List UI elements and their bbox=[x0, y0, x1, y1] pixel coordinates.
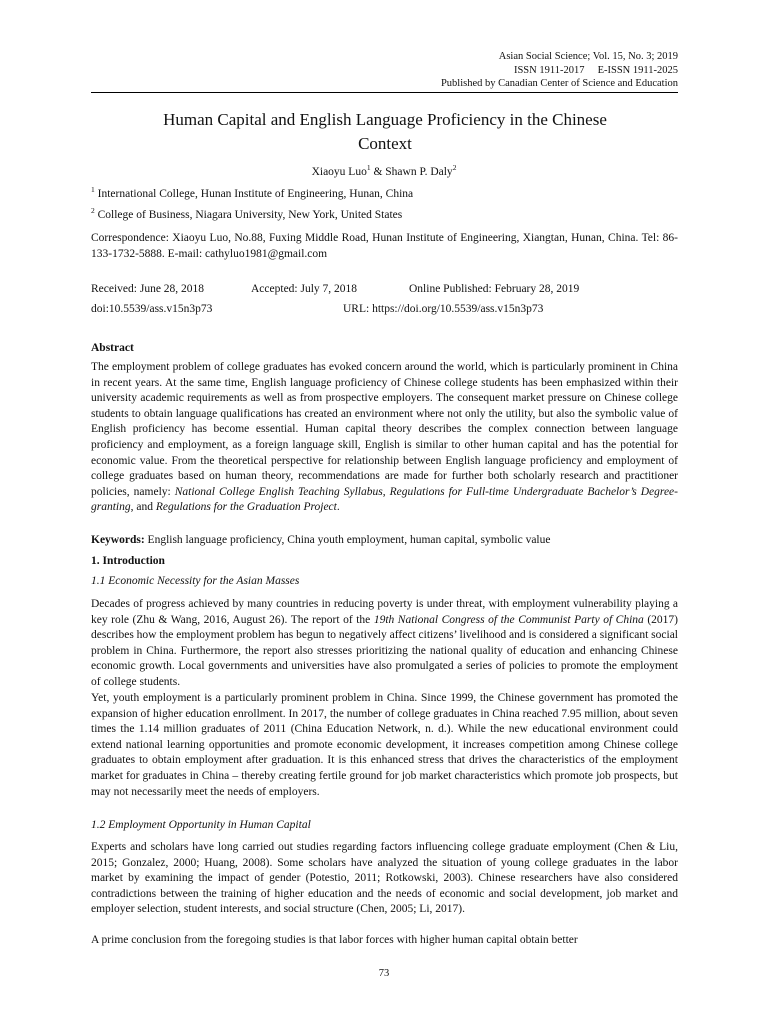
section-heading-introduction: 1. Introduction bbox=[91, 555, 165, 567]
author-line bbox=[0, 163, 768, 178]
abstract-separator-1: , bbox=[382, 485, 390, 498]
keywords-label: Keywords: bbox=[91, 534, 145, 546]
intro-p3-text: Experts and scholars have long carried out studies regarding factors influencing college graduate employment (Chen & Liu, 2015; Gonzalez, 2000; Huang, 2008). Some scholars have analyzed the situation of young college graduates in the labor market by examining the impact of gender (Potestio, 2011; Rotkowski, 2003). Chinese researchers have also considered contradictions between the training of higher education and the needs of economic and social development, job market and employer selection, student interests, and social structure (Chen, 2005; Li, 2017). bbox=[91, 841, 678, 916]
keywords bbox=[91, 534, 550, 546]
affiliation-2-number: 2 bbox=[91, 206, 95, 216]
title-line-2: Context bbox=[358, 134, 412, 153]
keywords-text: English language proficiency, China youth employment, human capital, symbolic value bbox=[144, 534, 551, 546]
affiliation-1-number: 1 bbox=[91, 185, 95, 195]
received-date: Received: June 28, 2018 bbox=[91, 283, 205, 295]
affiliation-1 bbox=[91, 185, 414, 200]
page-number: 73 bbox=[378, 968, 390, 979]
author-separator: & bbox=[370, 166, 386, 178]
abstract-italic-1: National College English Teaching Syllabus bbox=[174, 485, 383, 498]
abstract-separator-2: , and bbox=[130, 501, 156, 514]
doi-url: URL: https://doi.org/10.5539/ass.v15n3p73 bbox=[343, 303, 544, 315]
intro-paragraph-3 bbox=[91, 840, 678, 918]
journal-header bbox=[441, 50, 678, 91]
paper-title bbox=[110, 108, 660, 156]
author-2-affiliation-mark: 2 bbox=[452, 163, 457, 173]
intro-paragraph-4 bbox=[91, 933, 678, 949]
abstract-heading: Abstract bbox=[91, 342, 134, 354]
doi: doi:10.5539/ass.v15n3p73 bbox=[91, 303, 213, 315]
intro-p1-italic: 19th National Congress of the Communist Party of China bbox=[373, 613, 644, 626]
author-1: Xiaoyu Luo bbox=[311, 166, 367, 178]
subsection-heading-1-1: 1.1 Economic Necessity for the Asian Masses bbox=[91, 575, 300, 587]
title-line-1: Human Capital and English Language Proficiency in the Chinese bbox=[163, 110, 607, 129]
author-1-affiliation-mark: 1 bbox=[366, 163, 371, 173]
intro-paragraph-1 bbox=[91, 597, 678, 691]
affiliation-2 bbox=[91, 206, 403, 221]
abstract-body bbox=[91, 360, 678, 516]
abstract-italic-2: Regulations for Full-time Undergraduate Bachelor’s Degree-granting bbox=[91, 485, 678, 514]
subsection-heading-1-2: 1.2 Employment Opportunity in Human Capital bbox=[91, 819, 311, 831]
publisher-line: Published by Canadian Center of Science and Education bbox=[440, 78, 678, 89]
affiliation-2-text: College of Business, Niagara University, New York, United States bbox=[94, 209, 403, 221]
journal-line: Asian Social Science; Vol. 15, No. 3; 2019 bbox=[498, 51, 678, 62]
abstract-end: . bbox=[336, 501, 340, 514]
intro-p1-text-a: Decades of progress achieved by many countries in reducing poverty is under threat, with employment vulnerability playing a key role (Zhu & Wang, 2016, August 26). The report of the bbox=[91, 598, 678, 626]
intro-p4-text: A prime conclusion from the foregoing studies is that labor forces with higher human capital obtain better bbox=[91, 934, 578, 946]
header-rule bbox=[91, 92, 678, 93]
published-date: Online Published: February 28, 2019 bbox=[409, 283, 580, 295]
accepted-date: Accepted: July 7, 2018 bbox=[251, 283, 358, 295]
issn-line: ISSN 1911-2017 E-ISSN 1911-2025 bbox=[513, 64, 678, 76]
affiliation-1-text: International College, Hunan Institute of Engineering, Hunan, China bbox=[94, 188, 414, 200]
intro-paragraph-2 bbox=[91, 691, 678, 800]
abstract-italic-3: Regulations for the Graduation Project bbox=[155, 501, 337, 514]
author-2: Shawn P. Daly bbox=[385, 166, 453, 178]
intro-p1-text-b: (2017) describes how the employment problem has begun to negatively affect citizens’ livelihood and is considered a significant social problem in China. Furthermore, the report also stresses prioritizing the national quality of education and enhancing Chinese economic growth. Local governments and universities have also promulgated a series of policies to promote the employment of college students. bbox=[91, 613, 678, 688]
abstract-text: The employment problem of college graduates has evoked concern around the world, which is particularly prominent in China in recent years. At the same time, English language proficiency of Chinese college students has been emphasized within their university academic requirements as well as from prospective employers. The consequent market pressure on Chinese college students to obtain language qualifications has created an environment where not only the utility, but also the symbolic value of English proficiency has become essential. Human capital theory describes the complex connection between language proficiency and employment, as a foreign language skill, English is similar to other human capital and has the potential for economic value. From the theoretical perspective for relationship between English language proficiency and employment of college graduates based on human theory, recommendations are made for further both scholarly research and practitioner policies, namely: bbox=[91, 361, 678, 498]
intro-p2-text: Yet, youth employment is a particularly prominent problem in China. Since 1999, the Chinese government has promoted the expansion of higher education enrollment. In 2017, the number of college graduates in China reached 7.95 million, about seven times the 1.14 million graduates of 2011 (China Education Network, n. d.). While the new educational environment could extend national learning opportunities and promote economic development, it increases competition among Chinese college graduates to obtain employment after graduation. It is this enhanced stress that drives the characteristics of the employment market for graduates in China – thereby creating fertile ground for job market characteristics which promote job prospects, but may not necessarily meet the needs of employers. bbox=[91, 692, 678, 798]
correspondence-text: Correspondence: Xiaoyu Luo, No.88, Fuxing Middle Road, Hunan Institute of Engineering, Xiangtan, Hunan, China. Tel: 86-133-1732-5888. E-mail: cathyluo1981@gmail.com bbox=[91, 232, 678, 260]
correspondence bbox=[91, 231, 678, 262]
